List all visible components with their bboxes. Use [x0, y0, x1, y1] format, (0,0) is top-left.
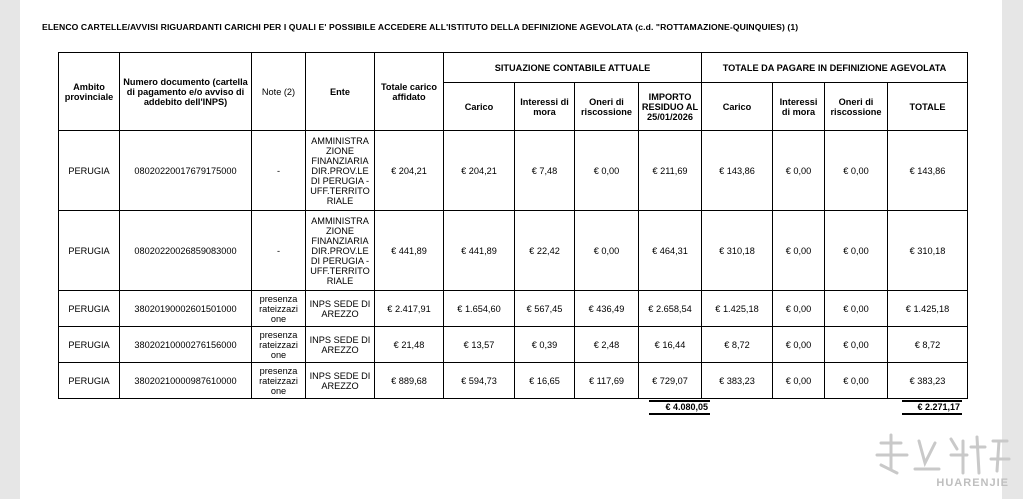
cell-oneri-agevolata: € 0,00 [825, 327, 888, 363]
cell-totale: € 8,72 [888, 327, 968, 363]
cell-interessi-agevolata: € 0,00 [773, 327, 825, 363]
cell-carico-agevolata: € 143,86 [702, 131, 773, 211]
cell-oneri: € 0,00 [575, 211, 639, 291]
cell-interessi-agevolata: € 0,00 [773, 363, 825, 399]
cell-numero: 38020210000987610000 [120, 363, 252, 399]
header-oneri-riscossione-agevolata: Oneri di riscossione [825, 83, 888, 131]
cell-oneri: € 436,49 [575, 291, 639, 327]
cell-carico: € 204,21 [444, 131, 515, 211]
header-carico: Carico [444, 83, 515, 131]
cell-numero: 08020220017679175000 [120, 131, 252, 211]
header-ambito: Ambito provinciale [59, 53, 120, 131]
header-situazione-contabile: SITUAZIONE CONTABILE ATTUALE [444, 53, 702, 83]
header-numero-documento: Numero documento (cartella di pagamento e/o avviso di addebito dell'INPS) [120, 53, 252, 131]
cell-interessi-agevolata: € 0,00 [773, 131, 825, 211]
header-totale-carico: Totale carico affidato [375, 53, 444, 131]
cell-note: - [252, 211, 306, 291]
cell-residuo: € 211,69 [639, 131, 702, 211]
cell-carico-agevolata: € 1.425,18 [702, 291, 773, 327]
cell-ente: INPS SEDE DI AREZZO [306, 363, 375, 399]
cell-residuo: € 2.658,54 [639, 291, 702, 327]
table-row [59, 131, 968, 211]
cell-note: presenza rateizzazi one [252, 291, 306, 327]
cell-numero: 38020190002601501000 [120, 291, 252, 327]
table-row [59, 327, 968, 363]
cell-ente: INPS SEDE DI AREZZO [306, 291, 375, 327]
cell-interessi: € 0,39 [515, 327, 575, 363]
cell-interessi: € 7,48 [515, 131, 575, 211]
cell-ambito: PERUGIA [59, 211, 120, 291]
watermark-text: HUARENJIE [936, 477, 1009, 489]
cell-note: - [252, 131, 306, 211]
cell-numero: 08020220026859083000 [120, 211, 252, 291]
table-row [59, 211, 968, 291]
cell-residuo: € 729,07 [639, 363, 702, 399]
cell-interessi-agevolata: € 0,00 [773, 211, 825, 291]
cell-oneri-agevolata: € 0,00 [825, 363, 888, 399]
cell-numero: 38020210000276156000 [120, 327, 252, 363]
total-da-pagare: € 2.271,17 [902, 400, 962, 415]
header-carico-agevolata: Carico [702, 83, 773, 131]
cell-ente: AMMINISTRA ZIONE FINANZIARIA DIR.PROV.LE DI PERUGIA - UFF.TERRITO RIALE [306, 131, 375, 211]
table-row [59, 291, 968, 327]
cell-interessi: € 16,65 [515, 363, 575, 399]
document-title: ELENCO CARTELLE/AVVISI RIGUARDANTI CARICHI PER I QUALI E' POSSIBILE ACCEDERE ALL'ISTITUTO DELLA DEFINIZIONE AGEVOLATA (c.d. "ROTTAMAZIONE-QUINQUIES) (1) [42, 22, 799, 32]
cell-carico: € 13,57 [444, 327, 515, 363]
cell-totale: € 383,23 [888, 363, 968, 399]
header-ente: Ente [306, 53, 375, 131]
cell-carico: € 441,89 [444, 211, 515, 291]
total-importo-residuo: € 4.080,05 [649, 400, 710, 415]
cell-totale-carico: € 2.417,91 [375, 291, 444, 327]
cell-ente: AMMINISTRA ZIONE FINANZIARIA DIR.PROV.LE DI PERUGIA - UFF.TERRITO RIALE [306, 211, 375, 291]
cell-ambito: PERUGIA [59, 291, 120, 327]
cell-note: presenza rateizzazi one [252, 363, 306, 399]
cell-ambito: PERUGIA [59, 131, 120, 211]
cell-residuo: € 16,44 [639, 327, 702, 363]
cell-residuo: € 464,31 [639, 211, 702, 291]
table-row [59, 363, 968, 399]
cell-totale-carico: € 21,48 [375, 327, 444, 363]
cell-carico-agevolata: € 310,18 [702, 211, 773, 291]
cell-totale-carico: € 889,68 [375, 363, 444, 399]
cell-carico: € 594,73 [444, 363, 515, 399]
carichi-table [58, 52, 968, 399]
header-interessi-mora: Interessi di mora [515, 83, 575, 131]
cell-note: presenza rateizzazi one [252, 327, 306, 363]
cell-carico-agevolata: € 383,23 [702, 363, 773, 399]
cell-interessi-agevolata: € 0,00 [773, 291, 825, 327]
cell-oneri-agevolata: € 0,00 [825, 211, 888, 291]
cell-totale-carico: € 204,21 [375, 131, 444, 211]
cell-carico-agevolata: € 8,72 [702, 327, 773, 363]
cell-ambito: PERUGIA [59, 363, 120, 399]
header-note: Note (2) [252, 53, 306, 131]
cell-oneri: € 2,48 [575, 327, 639, 363]
header-oneri-riscossione: Oneri di riscossione [575, 83, 639, 131]
header-importo-residuo: IMPORTO RESIDUO AL 25/01/2026 [639, 83, 702, 131]
cell-oneri-agevolata: € 0,00 [825, 291, 888, 327]
cell-totale: € 1.425,18 [888, 291, 968, 327]
cell-ambito: PERUGIA [59, 327, 120, 363]
cell-totale: € 143,86 [888, 131, 968, 211]
cell-carico: € 1.654,60 [444, 291, 515, 327]
cell-interessi: € 22,42 [515, 211, 575, 291]
cell-ente: INPS SEDE DI AREZZO [306, 327, 375, 363]
cell-oneri: € 117,69 [575, 363, 639, 399]
cell-totale: € 310,18 [888, 211, 968, 291]
cell-oneri-agevolata: € 0,00 [825, 131, 888, 211]
cell-interessi: € 567,45 [515, 291, 575, 327]
header-interessi-mora-agevolata: Interessi di mora [773, 83, 825, 131]
cell-totale-carico: € 441,89 [375, 211, 444, 291]
header-totale: TOTALE [888, 83, 968, 131]
cell-oneri: € 0,00 [575, 131, 639, 211]
watermark-logo [867, 429, 1017, 493]
header-totale-da-pagare: TOTALE DA PAGARE IN DEFINIZIONE AGEVOLATA [702, 53, 968, 83]
